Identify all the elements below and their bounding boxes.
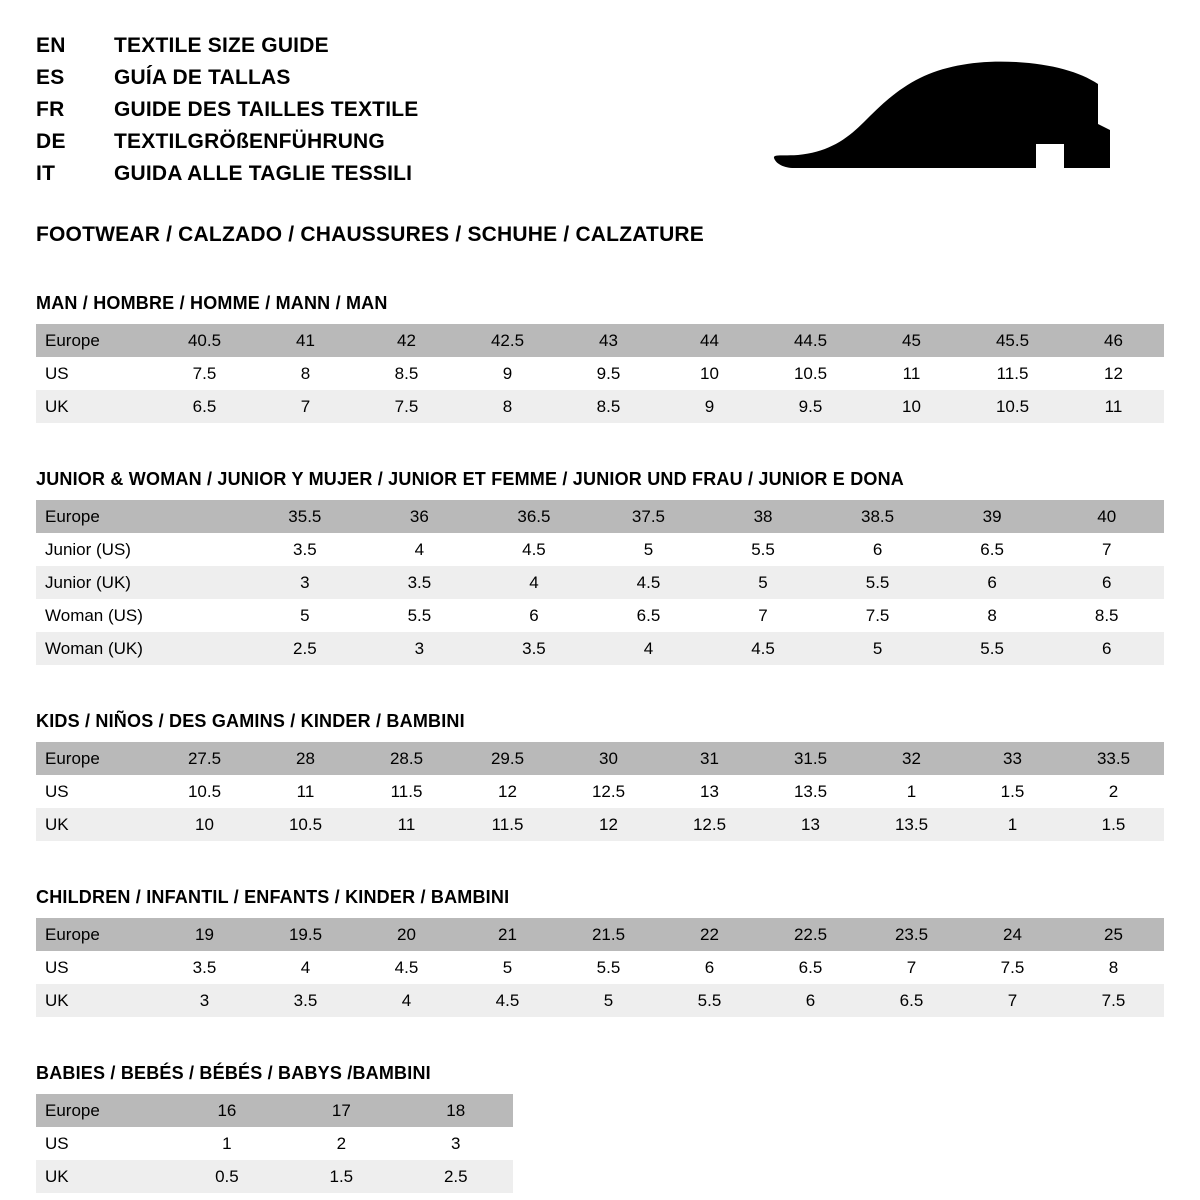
cell: 4.5 [591, 566, 706, 599]
cell: 12 [457, 775, 558, 808]
cell: 13.5 [760, 775, 861, 808]
language-row [36, 66, 418, 98]
table-row [36, 951, 1164, 984]
cell: 6 [1049, 566, 1164, 599]
cell: 7 [1049, 533, 1164, 566]
page-header [36, 34, 1164, 195]
row-label: US [36, 775, 154, 808]
table-title: BABIES / BEBÉS / BÉBÉS / BABYS /BAMBINI [36, 1063, 431, 1083]
cell: 10.5 [154, 775, 255, 808]
cell: 5 [820, 632, 935, 665]
cell: 1.5 [962, 775, 1063, 808]
row-label: US [36, 357, 154, 390]
cell: 6.5 [760, 951, 861, 984]
cell: 5 [706, 566, 821, 599]
cell: 3.5 [255, 984, 356, 1017]
cell: 8.5 [1049, 599, 1164, 632]
cell: 7.5 [356, 390, 457, 423]
cell: 13.5 [861, 808, 962, 841]
cell: 36.5 [477, 500, 592, 533]
cell: 0.5 [170, 1160, 284, 1193]
size-table-children [36, 887, 1164, 1017]
cell: 7 [255, 390, 356, 423]
cell: 3 [362, 632, 477, 665]
cell: 1.5 [1063, 808, 1164, 841]
cell: 31.5 [760, 742, 861, 775]
cell: 45 [861, 324, 962, 357]
table [36, 500, 1164, 665]
table [36, 742, 1164, 841]
cell: 11.5 [457, 808, 558, 841]
cell: 12.5 [558, 775, 659, 808]
cell: 4 [255, 951, 356, 984]
cell: 7.5 [962, 951, 1063, 984]
cell: 31 [659, 742, 760, 775]
language-code: FR [36, 98, 65, 121]
cell: 5.5 [820, 566, 935, 599]
cell: 45.5 [962, 324, 1063, 357]
size-table-junior-woman [36, 469, 1164, 665]
language-title-list [36, 34, 418, 194]
cell: 11 [356, 808, 457, 841]
cell: 11 [861, 357, 962, 390]
cell: 11.5 [356, 775, 457, 808]
cell: 4.5 [356, 951, 457, 984]
row-label: Europe [36, 324, 154, 357]
cell: 8.5 [558, 390, 659, 423]
cell: 1 [861, 775, 962, 808]
cell: 2 [1063, 775, 1164, 808]
language-code: ES [36, 66, 65, 89]
cell: 10.5 [255, 808, 356, 841]
language-title: GUIDA ALLE TAGLIE TESSILI [114, 162, 413, 185]
language-title: GUIDE DES TAILLES TEXTILE [114, 98, 419, 121]
cell: 21.5 [558, 918, 659, 951]
cell: 30 [558, 742, 659, 775]
cell: 12 [1063, 357, 1164, 390]
table-title: MAN / HOMBRE / HOMME / MANN / MAN [36, 293, 388, 313]
cell: 1 [962, 808, 1063, 841]
cell: 36 [362, 500, 477, 533]
cell: 38 [706, 500, 821, 533]
cell: 7 [706, 599, 821, 632]
cell: 44.5 [760, 324, 861, 357]
cell: 7.5 [154, 357, 255, 390]
cell: 40.5 [154, 324, 255, 357]
cell: 6 [760, 984, 861, 1017]
size-table-man [36, 293, 1164, 423]
cell: 13 [760, 808, 861, 841]
cell: 3 [154, 984, 255, 1017]
table-row [36, 1127, 513, 1160]
language-row [36, 34, 418, 66]
language-row [36, 162, 418, 194]
cell: 3.5 [154, 951, 255, 984]
cell: 6 [659, 951, 760, 984]
cell: 1.5 [284, 1160, 398, 1193]
cell: 4.5 [457, 984, 558, 1017]
cell: 6 [477, 599, 592, 632]
table-row [36, 357, 1164, 390]
table-row [36, 1094, 513, 1127]
table-row [36, 808, 1164, 841]
row-label: US [36, 951, 154, 984]
table-row [36, 599, 1164, 632]
cell: 25 [1063, 918, 1164, 951]
cell: 4 [356, 984, 457, 1017]
cell: 41 [255, 324, 356, 357]
cell: 19 [154, 918, 255, 951]
language-title: TEXTILE SIZE GUIDE [114, 34, 329, 57]
cell: 38.5 [820, 500, 935, 533]
row-label: UK [36, 1160, 170, 1193]
cell: 8 [255, 357, 356, 390]
table-row [36, 1160, 513, 1193]
cell: 18 [399, 1094, 513, 1127]
cell: 9 [659, 390, 760, 423]
cell: 7 [861, 951, 962, 984]
cell: 28.5 [356, 742, 457, 775]
cell: 5.5 [659, 984, 760, 1017]
cell: 16 [170, 1094, 284, 1127]
row-label: UK [36, 984, 154, 1017]
cell: 2 [284, 1127, 398, 1160]
cell: 27.5 [154, 742, 255, 775]
language-row [36, 130, 418, 162]
row-label: Junior (US) [36, 533, 248, 566]
language-row [36, 98, 418, 130]
language-code: IT [36, 162, 56, 185]
cell: 6.5 [935, 533, 1050, 566]
cell: 35.5 [248, 500, 363, 533]
table-row [36, 775, 1164, 808]
table [36, 1094, 513, 1193]
table-row [36, 500, 1164, 533]
cell: 12 [558, 808, 659, 841]
cell: 10 [861, 390, 962, 423]
language-code: DE [36, 130, 66, 153]
table-row [36, 742, 1164, 775]
cell: 6.5 [154, 390, 255, 423]
table-row [36, 533, 1164, 566]
table-title: JUNIOR & WOMAN / JUNIOR Y MUJER / JUNIOR ET FEMME / JUNIOR UND FRAU / JUNIOR E DONA [36, 469, 905, 489]
cell: 10.5 [962, 390, 1063, 423]
row-label: Europe [36, 918, 154, 951]
table-row [36, 918, 1164, 951]
cell: 22 [659, 918, 760, 951]
cell: 11.5 [962, 357, 1063, 390]
cell: 5.5 [706, 533, 821, 566]
cell: 4 [591, 632, 706, 665]
cell: 40 [1049, 500, 1164, 533]
cell: 28 [255, 742, 356, 775]
cell: 43 [558, 324, 659, 357]
table-row [36, 984, 1164, 1017]
cell: 29.5 [457, 742, 558, 775]
cell: 5.5 [362, 599, 477, 632]
table [36, 918, 1164, 1017]
cell: 6 [820, 533, 935, 566]
cell: 3.5 [477, 632, 592, 665]
cell: 7.5 [820, 599, 935, 632]
table-title: KIDS / NIÑOS / DES GAMINS / KINDER / BAMBINI [36, 711, 465, 731]
table-row [36, 324, 1164, 357]
cell: 3 [399, 1127, 513, 1160]
cell: 44 [659, 324, 760, 357]
cell: 3.5 [362, 566, 477, 599]
cell: 39 [935, 500, 1050, 533]
row-label: UK [36, 390, 154, 423]
cell: 3 [248, 566, 363, 599]
language-title: GUÍA DE TALLAS [114, 66, 291, 89]
cell: 8 [935, 599, 1050, 632]
table-title: CHILDREN / INFANTIL / ENFANTS / KINDER / BAMBINI [36, 887, 510, 907]
row-label: UK [36, 808, 154, 841]
cell: 5 [558, 984, 659, 1017]
cell: 9 [457, 357, 558, 390]
category-heading: FOOTWEAR / CALZADO / CHAUSSURES / SCHUHE / CALZATURE [36, 223, 705, 246]
row-label: Europe [36, 500, 248, 533]
cell: 3.5 [248, 533, 363, 566]
cell: 10.5 [760, 357, 861, 390]
cell: 37.5 [591, 500, 706, 533]
cell: 21 [457, 918, 558, 951]
row-label: Junior (UK) [36, 566, 248, 599]
cell: 32 [861, 742, 962, 775]
cell: 2.5 [248, 632, 363, 665]
cell: 10 [659, 357, 760, 390]
row-label: Woman (UK) [36, 632, 248, 665]
cell: 5.5 [935, 632, 1050, 665]
table-row [36, 566, 1164, 599]
cell: 46 [1063, 324, 1164, 357]
language-title: TEXTILGRÖßENFÜHRUNG [114, 130, 385, 153]
cell: 5 [591, 533, 706, 566]
row-label: US [36, 1127, 170, 1160]
cell: 22.5 [760, 918, 861, 951]
row-label: Woman (US) [36, 599, 248, 632]
cell: 4.5 [706, 632, 821, 665]
cell: 17 [284, 1094, 398, 1127]
cell: 4.5 [477, 533, 592, 566]
cell: 8 [457, 390, 558, 423]
cell: 9.5 [760, 390, 861, 423]
cell: 7.5 [1063, 984, 1164, 1017]
cell: 12.5 [659, 808, 760, 841]
cell: 24 [962, 918, 1063, 951]
cell: 19.5 [255, 918, 356, 951]
cell: 2.5 [399, 1160, 513, 1193]
cell: 33 [962, 742, 1063, 775]
table-row [36, 390, 1164, 423]
row-label: Europe [36, 742, 154, 775]
cell: 5.5 [558, 951, 659, 984]
cell: 5 [457, 951, 558, 984]
cell: 20 [356, 918, 457, 951]
cell: 23.5 [861, 918, 962, 951]
cell: 9.5 [558, 357, 659, 390]
language-code: EN [36, 34, 66, 57]
cell: 8 [1063, 951, 1164, 984]
table [36, 324, 1164, 423]
cell: 6.5 [861, 984, 962, 1017]
dress-shoe-icon [768, 60, 1128, 195]
row-label: Europe [36, 1094, 170, 1127]
size-table-kids [36, 711, 1164, 841]
cell: 4 [362, 533, 477, 566]
cell: 42 [356, 324, 457, 357]
cell: 1 [170, 1127, 284, 1160]
cell: 8.5 [356, 357, 457, 390]
cell: 11 [255, 775, 356, 808]
cell: 5 [248, 599, 363, 632]
cell: 6.5 [591, 599, 706, 632]
cell: 6 [1049, 632, 1164, 665]
size-table-babies [36, 1063, 1164, 1193]
cell: 13 [659, 775, 760, 808]
cell: 7 [962, 984, 1063, 1017]
cell: 6 [935, 566, 1050, 599]
cell: 11 [1063, 390, 1164, 423]
table-row [36, 632, 1164, 665]
cell: 33.5 [1063, 742, 1164, 775]
cell: 42.5 [457, 324, 558, 357]
cell: 10 [154, 808, 255, 841]
cell: 4 [477, 566, 592, 599]
